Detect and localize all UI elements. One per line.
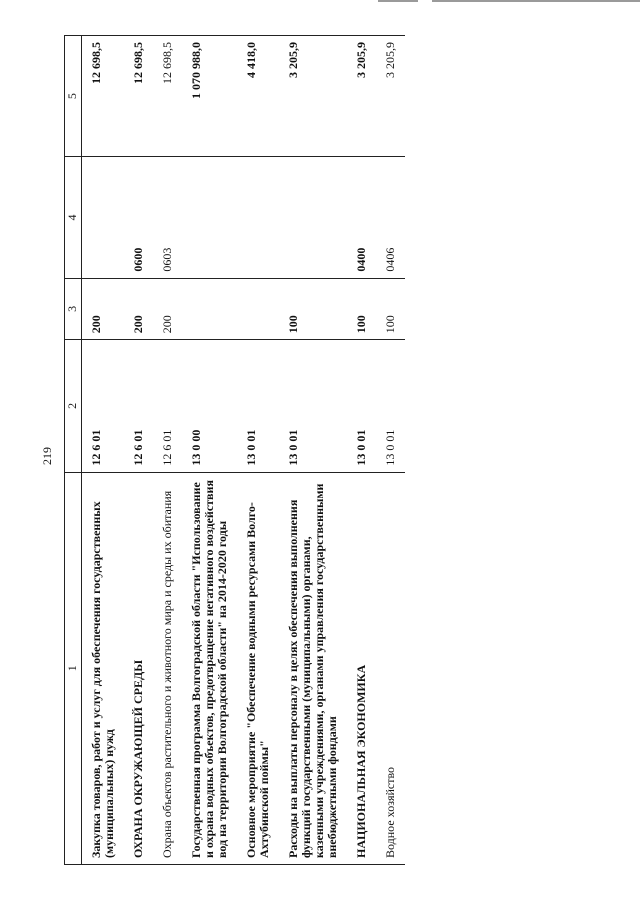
row-amount: 3 205,9	[279, 36, 347, 157]
table-row	[153, 36, 182, 865]
table-row	[279, 36, 347, 865]
row-rzpr: 0400	[347, 157, 376, 278]
row-vr: 200	[153, 278, 182, 340]
row-code: 13 0 01	[347, 340, 376, 472]
row-name: Закупка товаров, работ и услуг для обеспечения государственных (муниципальных) нужд	[82, 472, 125, 864]
table-row	[124, 36, 153, 865]
page-number: 219	[40, 447, 54, 465]
row-rzpr: 0603	[153, 157, 182, 278]
row-rzpr: 0600	[124, 157, 153, 278]
row-vr: 200	[82, 278, 125, 340]
row-vr	[182, 278, 237, 340]
row-name: Водное хозяйство	[376, 472, 405, 864]
header-col-3: 3	[65, 278, 82, 340]
row-vr	[237, 278, 279, 340]
row-rzpr	[82, 157, 125, 278]
row-amount: 12 698,5	[124, 36, 153, 157]
header-col-1: 1	[65, 472, 82, 864]
row-code: 13 0 01	[237, 340, 279, 472]
header-col-2: 2	[65, 340, 82, 472]
table-row	[82, 36, 125, 865]
row-rzpr	[237, 157, 279, 278]
row-amount: 12 698,5	[153, 36, 182, 157]
row-vr: 200	[124, 278, 153, 340]
table-row	[237, 36, 279, 865]
row-name: НАЦИОНАЛЬНАЯ ЭКОНОМИКА	[347, 472, 376, 864]
table-header-row	[65, 36, 82, 865]
row-amount: 1 070 988,0	[182, 36, 237, 157]
row-name: Государственная программа Волгоградской области "Использование и охрана водных объектов, предотвращение негативного воздействия вод на территории Волгоградской области" на 2014-2020 годы	[182, 472, 237, 864]
row-name: Охрана объектов растительного и животного мира и среды их обитания	[153, 472, 182, 864]
row-code: 13 0 00	[182, 340, 237, 472]
row-amount: 3 205,9	[347, 36, 376, 157]
budget-table	[64, 35, 405, 865]
header-col-4: 4	[65, 157, 82, 278]
row-name: Основное мероприятие "Обеспечение водными ресурсами Волго-Ахтубинской поймы"	[237, 472, 279, 864]
row-code: 13 0 01	[376, 340, 405, 472]
table-row	[376, 36, 405, 865]
row-rzpr: 0406	[376, 157, 405, 278]
header-col-5: 5	[65, 36, 82, 157]
row-name: Расходы на выплаты персоналу в целях обеспечения выполнения функций государственными (муниципальными) органами, казенными учреждениями, органами управления государственными внебюджетными фондами	[279, 472, 347, 864]
table-body	[82, 36, 406, 865]
row-code: 12 6 01	[124, 340, 153, 472]
row-name: ОХРАНА ОКРУЖАЮЩЕЙ СРЕДЫ	[124, 472, 153, 864]
row-code: 12 6 01	[82, 340, 125, 472]
table-row	[182, 36, 237, 865]
row-vr: 100	[279, 278, 347, 340]
row-amount: 4 418,0	[237, 36, 279, 157]
row-rzpr	[279, 157, 347, 278]
row-vr: 100	[347, 278, 376, 340]
row-code: 12 6 01	[153, 340, 182, 472]
row-code: 13 0 01	[279, 340, 347, 472]
row-amount: 3 205,9	[376, 36, 405, 157]
row-amount: 12 698,5	[82, 36, 125, 157]
row-vr: 100	[376, 278, 405, 340]
row-rzpr	[182, 157, 237, 278]
table-row	[347, 36, 376, 865]
